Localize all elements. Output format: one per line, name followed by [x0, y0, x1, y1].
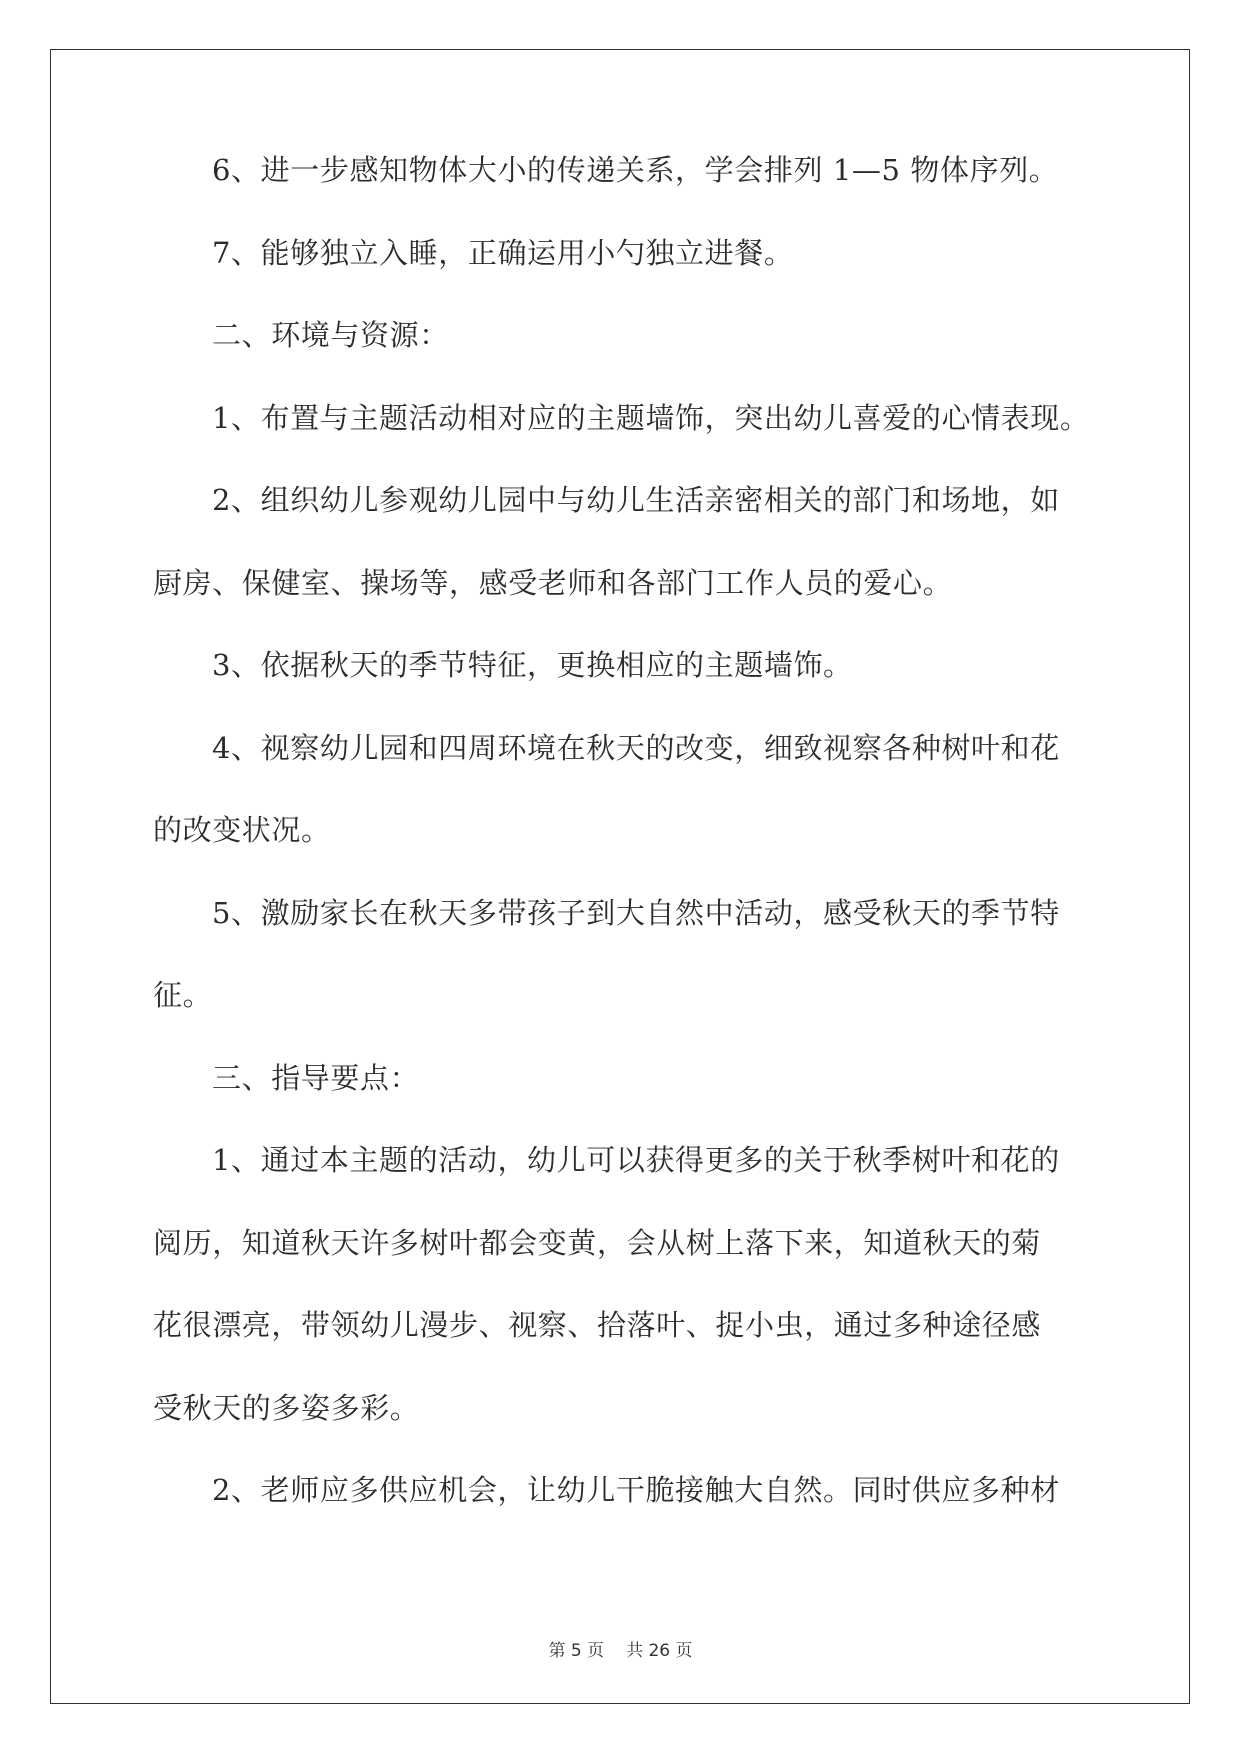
paragraph-line: 厨房、保健室、操场等，感受老师和各部门工作人员的爱心。	[153, 566, 953, 600]
paragraph-line: 征。	[153, 978, 213, 1012]
paragraph-line: 阅历，知道秋天许多树叶都会变黄，会从树上落下来，知道秋天的菊	[153, 1226, 1042, 1260]
paragraph-line: 6、进一步感知物体大小的传递关系，学会排列 1—5 物体序列。	[212, 153, 1059, 187]
paragraph-line: 5、激励家长在秋天多带孩子到大自然中活动，感受秋天的季节特	[212, 896, 1060, 930]
section-heading: 二、环境与资源：	[212, 318, 449, 352]
paragraph-line: 3、依据秋天的季节特征，更换相应的主题墙饰。	[212, 648, 853, 682]
paragraph-line: 的改变状况。	[153, 813, 331, 847]
page-number: 第 5 页	[548, 1641, 605, 1661]
paragraph-line: 2、组织幼儿参观幼儿园中与幼儿生活亲密相关的部门和场地，如	[212, 483, 1060, 517]
page-total: 共 26 页	[626, 1641, 693, 1661]
page-border	[50, 49, 1190, 1704]
paragraph-line: 2、老师应多供应机会，让幼儿干脆接触大自然。同时供应多种材	[212, 1473, 1060, 1507]
paragraph-line: 1、布置与主题活动相对应的主题墙饰，突出幼儿喜爱的心情表现。	[212, 401, 1090, 435]
paragraph-line: 1、通过本主题的活动，幼儿可以获得更多的关于秋季树叶和花的	[212, 1143, 1060, 1177]
paragraph-line: 7、能够独立入睡，正确运用小勺独立进餐。	[212, 236, 794, 270]
paragraph-line: 4、视察幼儿园和四周环境在秋天的改变，细致视察各种树叶和花	[212, 731, 1060, 765]
paragraph-line: 受秋天的多姿多彩。	[153, 1391, 420, 1425]
paragraph-line: 花很漂亮，带领幼儿漫步、视察、拾落叶、捉小虫，通过多种途径感	[153, 1308, 1042, 1342]
section-heading: 三、指导要点：	[212, 1061, 420, 1095]
page-footer	[0, 1636, 1241, 1661]
